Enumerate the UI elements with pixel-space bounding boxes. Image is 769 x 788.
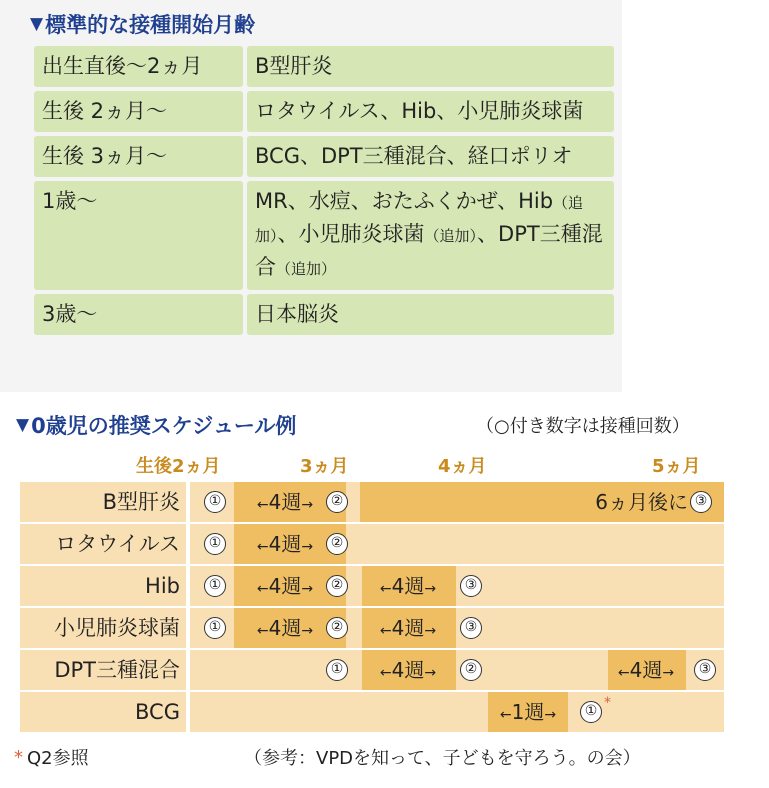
arrow-right-icon: → xyxy=(424,665,437,681)
arrow-left-icon: ← xyxy=(379,665,392,681)
arrow-left-icon: ← xyxy=(256,623,269,639)
dose-circle: ③ xyxy=(694,659,716,681)
vaccine-cell xyxy=(247,181,614,290)
interval-label xyxy=(230,608,340,648)
interval-label xyxy=(486,692,570,732)
arrow-right-icon: → xyxy=(424,623,437,639)
footnote xyxy=(14,744,89,770)
age-cell: 1歳〜 xyxy=(34,181,243,290)
standard-age-table xyxy=(34,46,614,335)
month-label: 4ヵ月 xyxy=(438,456,487,477)
asterisk-mark: * xyxy=(604,695,611,711)
dose-circle: ② xyxy=(326,617,348,639)
dose-circle: ② xyxy=(326,575,348,597)
arrow-left-icon: ← xyxy=(256,497,269,513)
interval-label xyxy=(604,650,688,690)
month-label: 5ヵ月 xyxy=(652,456,701,477)
row-label: B型肝炎 xyxy=(102,490,180,514)
vaccine-text: 、DPT三種混合 xyxy=(255,222,603,279)
interval-text: 1週 xyxy=(511,700,545,724)
arrow-left-icon: ← xyxy=(256,539,269,555)
interval-text: 4週 xyxy=(391,616,425,640)
arrow-left-icon: ← xyxy=(617,665,630,681)
triangle-down-icon: ▼ xyxy=(16,415,30,435)
row-label: ロタウイルス xyxy=(55,532,180,556)
arrow-left-icon: ← xyxy=(379,581,392,597)
asterisk-icon: * xyxy=(14,746,23,768)
dose-circle: ② xyxy=(460,659,482,681)
schedule-note: （○付き数字は接種回数） xyxy=(476,416,690,437)
table-row xyxy=(34,136,614,177)
arrow-right-icon: → xyxy=(424,581,437,597)
booster-note: （追加） xyxy=(276,260,337,278)
schedule-chart xyxy=(20,482,724,732)
row-label: DPT三種混合 xyxy=(54,658,180,682)
arrow-left-icon: ← xyxy=(499,707,512,723)
dose-circle: ② xyxy=(326,533,348,555)
standard-age-section xyxy=(0,0,622,392)
arrow-right-icon: → xyxy=(301,623,314,639)
triangle-down-icon: ▼ xyxy=(30,14,44,34)
source-note: （参考：VPDを知って、子どもを守ろう。の会） xyxy=(244,748,641,769)
arrow-right-icon: → xyxy=(301,497,314,513)
month-label: 3ヵ月 xyxy=(300,456,349,477)
dose-circle: ③ xyxy=(460,575,482,597)
row-label: 小児肺炎球菌 xyxy=(54,616,180,640)
dose-circle: ③ xyxy=(460,617,482,639)
interval-label xyxy=(230,566,340,606)
footnote-text: Q2参照 xyxy=(27,748,89,769)
interval-label xyxy=(230,524,340,564)
arrow-right-icon: → xyxy=(301,581,314,597)
interval-text: 4週 xyxy=(268,616,302,640)
vaccine-cell: BCG、DPT三種混合、経口ポリオ xyxy=(247,136,614,177)
interval-text: 4週 xyxy=(391,658,425,682)
standard-age-title: 標準的な接種開始月齢 xyxy=(45,13,256,37)
table-row xyxy=(34,91,614,132)
vaccine-cell: ロタウイルス、Hib、小児肺炎球菌 xyxy=(247,91,614,132)
row-label: BCG xyxy=(135,700,180,724)
dose-circle: ② xyxy=(326,491,348,513)
age-cell: 生後 2ヵ月〜 xyxy=(34,91,243,132)
arrow-right-icon: → xyxy=(544,707,557,723)
row-label: Hib xyxy=(145,574,180,598)
month-label: 生後2ヵ月 xyxy=(136,456,221,477)
vaccine-cell: 日本脳炎 xyxy=(247,294,614,335)
dose-circle: ① xyxy=(204,617,226,639)
booster-note: （追加） xyxy=(424,227,478,245)
age-cell: 3歳〜 xyxy=(34,294,243,335)
interval-label xyxy=(230,482,340,522)
arrow-left-icon: ← xyxy=(379,623,392,639)
vaccine-text: MR、水痘、おたふくかぜ、Hib xyxy=(255,189,554,213)
interval-label xyxy=(358,650,458,690)
dose-circle: ① xyxy=(204,533,226,555)
vaccine-text: 、小児肺炎球菌 xyxy=(277,222,425,246)
arrow-left-icon: ← xyxy=(256,581,269,597)
interval-label xyxy=(358,608,458,648)
interval-text: 4週 xyxy=(268,532,302,556)
table-row xyxy=(34,294,614,335)
schedule-title-wrap xyxy=(16,409,296,441)
table-row xyxy=(34,46,614,87)
standard-age-title-wrap xyxy=(30,8,255,40)
arrow-right-icon: → xyxy=(662,665,675,681)
dose-circle: ① xyxy=(326,659,348,681)
dose-circle: ① xyxy=(204,575,226,597)
interval-label xyxy=(358,566,458,606)
interval-text: 4週 xyxy=(391,574,425,598)
extra-label: 6ヵ月後に xyxy=(595,490,688,514)
interval-text: 4週 xyxy=(629,658,663,682)
vaccine-cell: B型肝炎 xyxy=(247,46,614,87)
interval-text: 4週 xyxy=(268,490,302,514)
arrow-right-icon: → xyxy=(301,539,314,555)
interval-text: 4週 xyxy=(268,574,302,598)
age-cell: 出生直後〜2ヵ月 xyxy=(34,46,243,87)
age-cell: 生後 3ヵ月〜 xyxy=(34,136,243,177)
table-row xyxy=(34,181,614,290)
dose-circle: ① xyxy=(580,701,602,723)
booster-note: （追加） xyxy=(255,194,584,245)
column-divider xyxy=(186,482,190,732)
schedule-title: 0歳児の推奨スケジュール例 xyxy=(31,414,297,438)
dose-circle: ③ xyxy=(690,491,712,513)
dose-circle: ① xyxy=(204,491,226,513)
